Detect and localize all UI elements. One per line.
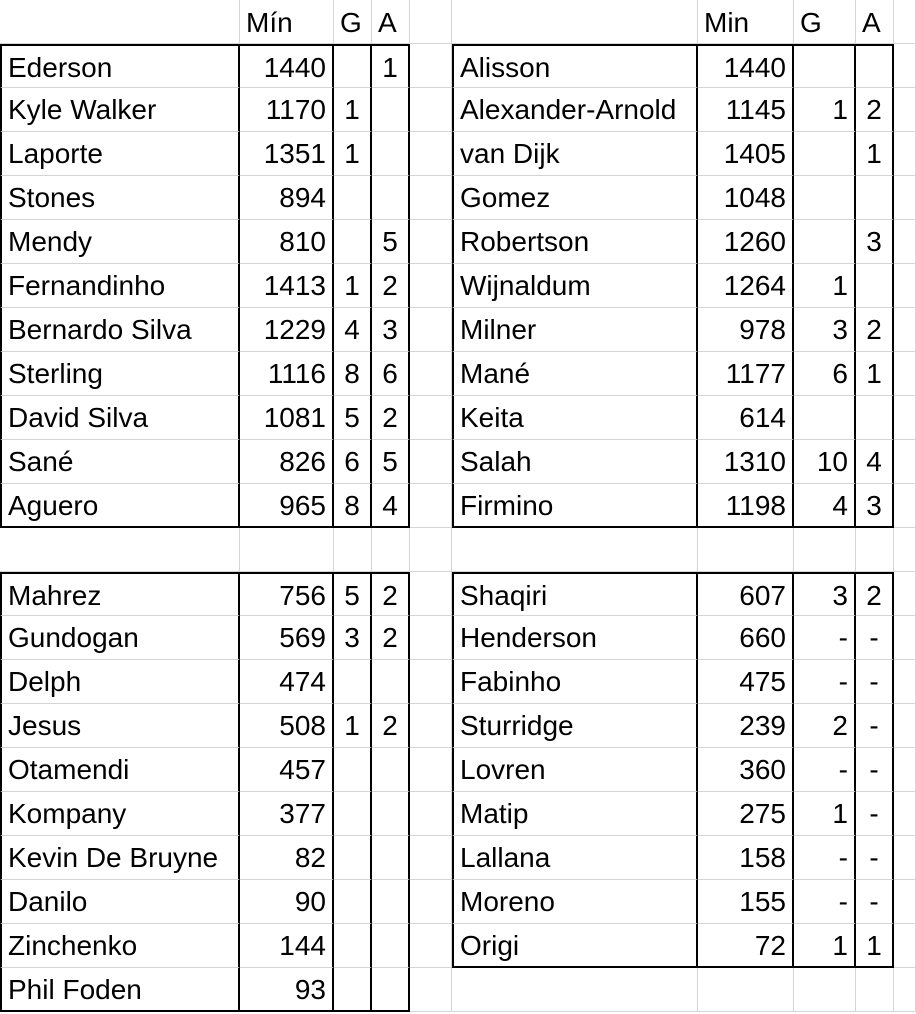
table-row <box>0 352 916 396</box>
cell[interactable] <box>410 572 452 616</box>
player-name[interactable]: Jesus <box>0 704 240 748</box>
cell[interactable] <box>894 704 916 748</box>
assists-value[interactable]: 2 <box>856 88 894 132</box>
cell[interactable] <box>856 968 894 1012</box>
cell[interactable] <box>410 836 452 880</box>
cell[interactable] <box>452 968 698 1012</box>
player-name[interactable]: Otamendi <box>0 748 240 792</box>
minutes-value[interactable]: 377 <box>240 792 334 836</box>
assists-value[interactable] <box>372 748 410 792</box>
cell[interactable] <box>894 132 916 176</box>
goals-value[interactable]: 4 <box>334 308 372 352</box>
cell[interactable] <box>698 528 794 572</box>
player-name[interactable]: Delph <box>0 660 240 704</box>
goals-value[interactable] <box>334 924 372 968</box>
spacer-row <box>0 528 916 572</box>
cell[interactable] <box>894 264 916 308</box>
minutes-value[interactable]: 1260 <box>698 220 794 264</box>
minutes-value[interactable]: 1048 <box>698 176 794 220</box>
cell[interactable] <box>410 352 452 396</box>
goals-value[interactable] <box>334 176 372 220</box>
minutes-value[interactable]: 1170 <box>240 88 334 132</box>
assists-value[interactable]: - <box>856 792 894 836</box>
header-row <box>0 0 916 44</box>
minutes-value[interactable]: 1440 <box>698 44 794 88</box>
cell[interactable] <box>894 0 916 44</box>
minutes-value[interactable]: 978 <box>698 308 794 352</box>
cell[interactable] <box>894 176 916 220</box>
player-name[interactable]: Alisson <box>452 44 698 88</box>
cell[interactable] <box>0 0 240 44</box>
header-goals-right[interactable]: G <box>794 0 856 44</box>
cell[interactable] <box>894 924 916 968</box>
assists-value[interactable]: 6 <box>372 352 410 396</box>
minutes-value[interactable]: 1198 <box>698 484 794 528</box>
minutes-value[interactable]: 72 <box>698 924 794 968</box>
player-name[interactable]: Sterling <box>0 352 240 396</box>
cell[interactable] <box>410 528 452 572</box>
goals-value[interactable] <box>334 220 372 264</box>
goals-value[interactable] <box>334 44 372 88</box>
goals-value[interactable]: 5 <box>334 396 372 440</box>
cell[interactable] <box>372 528 410 572</box>
minutes-value[interactable]: 1116 <box>240 352 334 396</box>
assists-value[interactable]: 1 <box>856 924 894 968</box>
player-name[interactable]: Firmino <box>452 484 698 528</box>
goals-value[interactable]: 3 <box>334 616 372 660</box>
player-name[interactable]: Fabinho <box>452 660 698 704</box>
cell[interactable] <box>894 308 916 352</box>
goals-value[interactable] <box>334 748 372 792</box>
cell[interactable] <box>894 396 916 440</box>
player-name[interactable]: Mahrez <box>0 572 240 616</box>
cell[interactable] <box>452 0 698 44</box>
player-name[interactable]: Moreno <box>452 880 698 924</box>
goals-value[interactable]: 3 <box>794 572 856 616</box>
minutes-value[interactable]: 508 <box>240 704 334 748</box>
minutes-value[interactable]: 1229 <box>240 308 334 352</box>
player-name[interactable]: Aguero <box>0 484 240 528</box>
goals-value[interactable]: 1 <box>334 132 372 176</box>
goals-value[interactable]: 6 <box>794 352 856 396</box>
table-row <box>0 616 916 660</box>
player-name[interactable]: Gundogan <box>0 616 240 660</box>
cell[interactable] <box>894 660 916 704</box>
assists-value[interactable]: 2 <box>856 572 894 616</box>
assists-value[interactable]: 2 <box>856 308 894 352</box>
cell[interactable] <box>410 132 452 176</box>
table-row <box>0 792 916 836</box>
assists-value[interactable]: 2 <box>372 616 410 660</box>
goals-value[interactable]: 1 <box>794 264 856 308</box>
assists-value[interactable]: - <box>856 880 894 924</box>
minutes-value[interactable]: 239 <box>698 704 794 748</box>
assists-value[interactable]: - <box>856 836 894 880</box>
cell[interactable] <box>334 528 372 572</box>
table-row <box>0 968 916 1012</box>
table-row <box>0 308 916 352</box>
table-row <box>0 176 916 220</box>
assists-value[interactable] <box>372 132 410 176</box>
cell[interactable] <box>410 704 452 748</box>
minutes-value[interactable]: 810 <box>240 220 334 264</box>
minutes-value[interactable]: 1177 <box>698 352 794 396</box>
goals-value[interactable]: 1 <box>794 924 856 968</box>
cell[interactable] <box>410 792 452 836</box>
assists-value[interactable]: 1 <box>856 132 894 176</box>
cell[interactable] <box>894 44 916 88</box>
minutes-value[interactable]: 1310 <box>698 440 794 484</box>
cell[interactable] <box>410 220 452 264</box>
player-name[interactable]: Kyle Walker <box>0 88 240 132</box>
goals-value[interactable]: - <box>794 616 856 660</box>
assists-value[interactable] <box>856 396 894 440</box>
table-row <box>0 572 916 616</box>
assists-value[interactable]: - <box>856 616 894 660</box>
cell[interactable] <box>410 176 452 220</box>
cell[interactable] <box>410 308 452 352</box>
cell[interactable] <box>894 792 916 836</box>
cell[interactable] <box>698 968 794 1012</box>
table-row <box>0 88 916 132</box>
table-row <box>0 132 916 176</box>
minutes-value[interactable]: 144 <box>240 924 334 968</box>
goals-value[interactable]: 1 <box>334 88 372 132</box>
table-row <box>0 264 916 308</box>
goals-value[interactable] <box>794 220 856 264</box>
player-name[interactable]: Gomez <box>452 176 698 220</box>
assists-value[interactable]: - <box>856 704 894 748</box>
player-name[interactable]: Ederson <box>0 44 240 88</box>
goals-value[interactable]: 10 <box>794 440 856 484</box>
cell[interactable] <box>794 968 856 1012</box>
header-min-left[interactable]: Mín <box>240 0 334 44</box>
minutes-value[interactable]: 894 <box>240 176 334 220</box>
cell[interactable] <box>410 616 452 660</box>
player-name[interactable]: Wijnaldum <box>452 264 698 308</box>
header-assists-left[interactable]: A <box>372 0 410 44</box>
player-name[interactable]: Alexander-Arnold <box>452 88 698 132</box>
assists-value[interactable]: 4 <box>372 484 410 528</box>
player-name[interactable]: Bernardo Silva <box>0 308 240 352</box>
table-row <box>0 836 916 880</box>
table-row <box>0 704 916 748</box>
table-row <box>0 660 916 704</box>
goals-value[interactable]: 1 <box>794 792 856 836</box>
goals-value[interactable]: 1 <box>794 88 856 132</box>
player-name[interactable]: Phil Foden <box>0 968 240 1012</box>
table-row <box>0 440 916 484</box>
assists-value[interactable] <box>372 968 410 1012</box>
assists-value[interactable]: 3 <box>856 484 894 528</box>
cell[interactable] <box>894 836 916 880</box>
minutes-value[interactable]: 475 <box>698 660 794 704</box>
cell[interactable] <box>894 88 916 132</box>
minutes-value[interactable]: 457 <box>240 748 334 792</box>
cell[interactable] <box>794 528 856 572</box>
assists-value[interactable] <box>372 176 410 220</box>
minutes-value[interactable]: 1351 <box>240 132 334 176</box>
goals-value[interactable]: - <box>794 748 856 792</box>
assists-value[interactable]: 1 <box>856 352 894 396</box>
cell[interactable] <box>410 264 452 308</box>
minutes-value[interactable]: 965 <box>240 484 334 528</box>
assists-value[interactable]: - <box>856 660 894 704</box>
minutes-value[interactable]: 1440 <box>240 44 334 88</box>
minutes-value[interactable]: 155 <box>698 880 794 924</box>
minutes-value[interactable]: 1264 <box>698 264 794 308</box>
assists-value[interactable]: 2 <box>372 704 410 748</box>
cell[interactable] <box>410 0 452 44</box>
assists-value[interactable] <box>856 44 894 88</box>
cell[interactable] <box>894 880 916 924</box>
assists-value[interactable]: 1 <box>372 44 410 88</box>
table-row <box>0 924 916 968</box>
cell[interactable] <box>410 440 452 484</box>
table-row <box>0 880 916 924</box>
minutes-value[interactable]: 90 <box>240 880 334 924</box>
goals-value[interactable]: - <box>794 880 856 924</box>
minutes-value[interactable]: 1405 <box>698 132 794 176</box>
player-name[interactable]: Shaqiri <box>452 572 698 616</box>
goals-value[interactable] <box>794 176 856 220</box>
goals-value[interactable]: 8 <box>334 484 372 528</box>
minutes-value[interactable]: 1145 <box>698 88 794 132</box>
cell[interactable] <box>410 484 452 528</box>
player-name[interactable]: Salah <box>452 440 698 484</box>
cell[interactable] <box>894 484 916 528</box>
cell[interactable] <box>894 220 916 264</box>
goals-value[interactable] <box>334 836 372 880</box>
player-name[interactable]: Mané <box>452 352 698 396</box>
assists-value[interactable] <box>856 176 894 220</box>
player-name[interactable]: Danilo <box>0 880 240 924</box>
player-name[interactable]: Stones <box>0 176 240 220</box>
goals-value[interactable]: 8 <box>334 352 372 396</box>
player-name[interactable]: Milner <box>452 308 698 352</box>
goals-value[interactable]: 1 <box>334 264 372 308</box>
assists-value[interactable] <box>372 88 410 132</box>
goals-value[interactable] <box>794 44 856 88</box>
assists-value[interactable]: 2 <box>372 572 410 616</box>
cell[interactable] <box>410 748 452 792</box>
cell[interactable] <box>894 440 916 484</box>
cell[interactable] <box>410 924 452 968</box>
goals-value[interactable] <box>334 792 372 836</box>
minutes-value[interactable]: 660 <box>698 616 794 660</box>
assists-value[interactable]: - <box>856 748 894 792</box>
assists-value[interactable] <box>856 264 894 308</box>
cell[interactable] <box>0 528 240 572</box>
player-name[interactable]: Henderson <box>452 616 698 660</box>
minutes-value[interactable]: 93 <box>240 968 334 1012</box>
minutes-value[interactable]: 275 <box>698 792 794 836</box>
cell[interactable] <box>894 352 916 396</box>
goals-value[interactable]: 2 <box>794 704 856 748</box>
player-name[interactable]: Robertson <box>452 220 698 264</box>
cell[interactable] <box>856 528 894 572</box>
cell[interactable] <box>410 660 452 704</box>
player-name[interactable]: Lallana <box>452 836 698 880</box>
assists-value[interactable] <box>372 660 410 704</box>
goals-value[interactable]: 1 <box>334 704 372 748</box>
minutes-value[interactable]: 614 <box>698 396 794 440</box>
assists-value[interactable]: 3 <box>856 220 894 264</box>
player-name[interactable]: Laporte <box>0 132 240 176</box>
player-name[interactable]: Sané <box>0 440 240 484</box>
assists-value[interactable] <box>372 924 410 968</box>
assists-value[interactable]: 5 <box>372 440 410 484</box>
header-min-right[interactable]: Min <box>698 0 794 44</box>
cell[interactable] <box>410 88 452 132</box>
player-name[interactable]: Zinchenko <box>0 924 240 968</box>
player-name[interactable]: Origi <box>452 924 698 968</box>
minutes-value[interactable]: 569 <box>240 616 334 660</box>
table-row <box>0 748 916 792</box>
player-name[interactable]: Sturridge <box>452 704 698 748</box>
cell[interactable] <box>410 396 452 440</box>
cell[interactable] <box>410 44 452 88</box>
minutes-value[interactable]: 1081 <box>240 396 334 440</box>
header-assists-right[interactable]: A <box>856 0 894 44</box>
table-row <box>0 220 916 264</box>
goals-value[interactable] <box>794 132 856 176</box>
goals-value[interactable] <box>794 396 856 440</box>
goals-value[interactable]: - <box>794 660 856 704</box>
goals-value[interactable]: - <box>794 836 856 880</box>
table-row <box>0 44 916 88</box>
player-name[interactable]: Kompany <box>0 792 240 836</box>
assists-value[interactable]: 5 <box>372 220 410 264</box>
cell[interactable] <box>410 968 452 1012</box>
goals-value[interactable]: 4 <box>794 484 856 528</box>
player-name[interactable]: Mendy <box>0 220 240 264</box>
assists-value[interactable] <box>372 880 410 924</box>
cell[interactable] <box>894 748 916 792</box>
minutes-value[interactable]: 607 <box>698 572 794 616</box>
cell[interactable] <box>452 528 698 572</box>
player-name[interactable]: Keita <box>452 396 698 440</box>
goals-value[interactable]: 3 <box>794 308 856 352</box>
player-name[interactable]: Matip <box>452 792 698 836</box>
minutes-value[interactable]: 474 <box>240 660 334 704</box>
minutes-value[interactable]: 756 <box>240 572 334 616</box>
minutes-value[interactable]: 158 <box>698 836 794 880</box>
cell[interactable] <box>894 968 916 1012</box>
cell[interactable] <box>410 880 452 924</box>
player-name[interactable]: David Silva <box>0 396 240 440</box>
goals-value[interactable] <box>334 968 372 1012</box>
assists-value[interactable]: 4 <box>856 440 894 484</box>
minutes-value[interactable]: 360 <box>698 748 794 792</box>
goals-value[interactable]: 6 <box>334 440 372 484</box>
minutes-value[interactable]: 826 <box>240 440 334 484</box>
goals-value[interactable]: 5 <box>334 572 372 616</box>
table-row <box>0 396 916 440</box>
assists-value[interactable]: 3 <box>372 308 410 352</box>
cell[interactable] <box>894 528 916 572</box>
player-name[interactable]: Kevin De Bruyne <box>0 836 240 880</box>
table-row <box>0 484 916 528</box>
cell[interactable] <box>894 616 916 660</box>
header-goals-left[interactable]: G <box>334 0 372 44</box>
cell[interactable] <box>240 528 334 572</box>
assists-value[interactable]: 2 <box>372 396 410 440</box>
goals-value[interactable] <box>334 660 372 704</box>
player-name[interactable]: van Dijk <box>452 132 698 176</box>
goals-value[interactable] <box>334 880 372 924</box>
minutes-value[interactable]: 1413 <box>240 264 334 308</box>
assists-value[interactable]: 2 <box>372 264 410 308</box>
player-name[interactable]: Fernandinho <box>0 264 240 308</box>
assists-value[interactable] <box>372 836 410 880</box>
minutes-value[interactable]: 82 <box>240 836 334 880</box>
cell[interactable] <box>894 572 916 616</box>
assists-value[interactable] <box>372 792 410 836</box>
player-name[interactable]: Lovren <box>452 748 698 792</box>
